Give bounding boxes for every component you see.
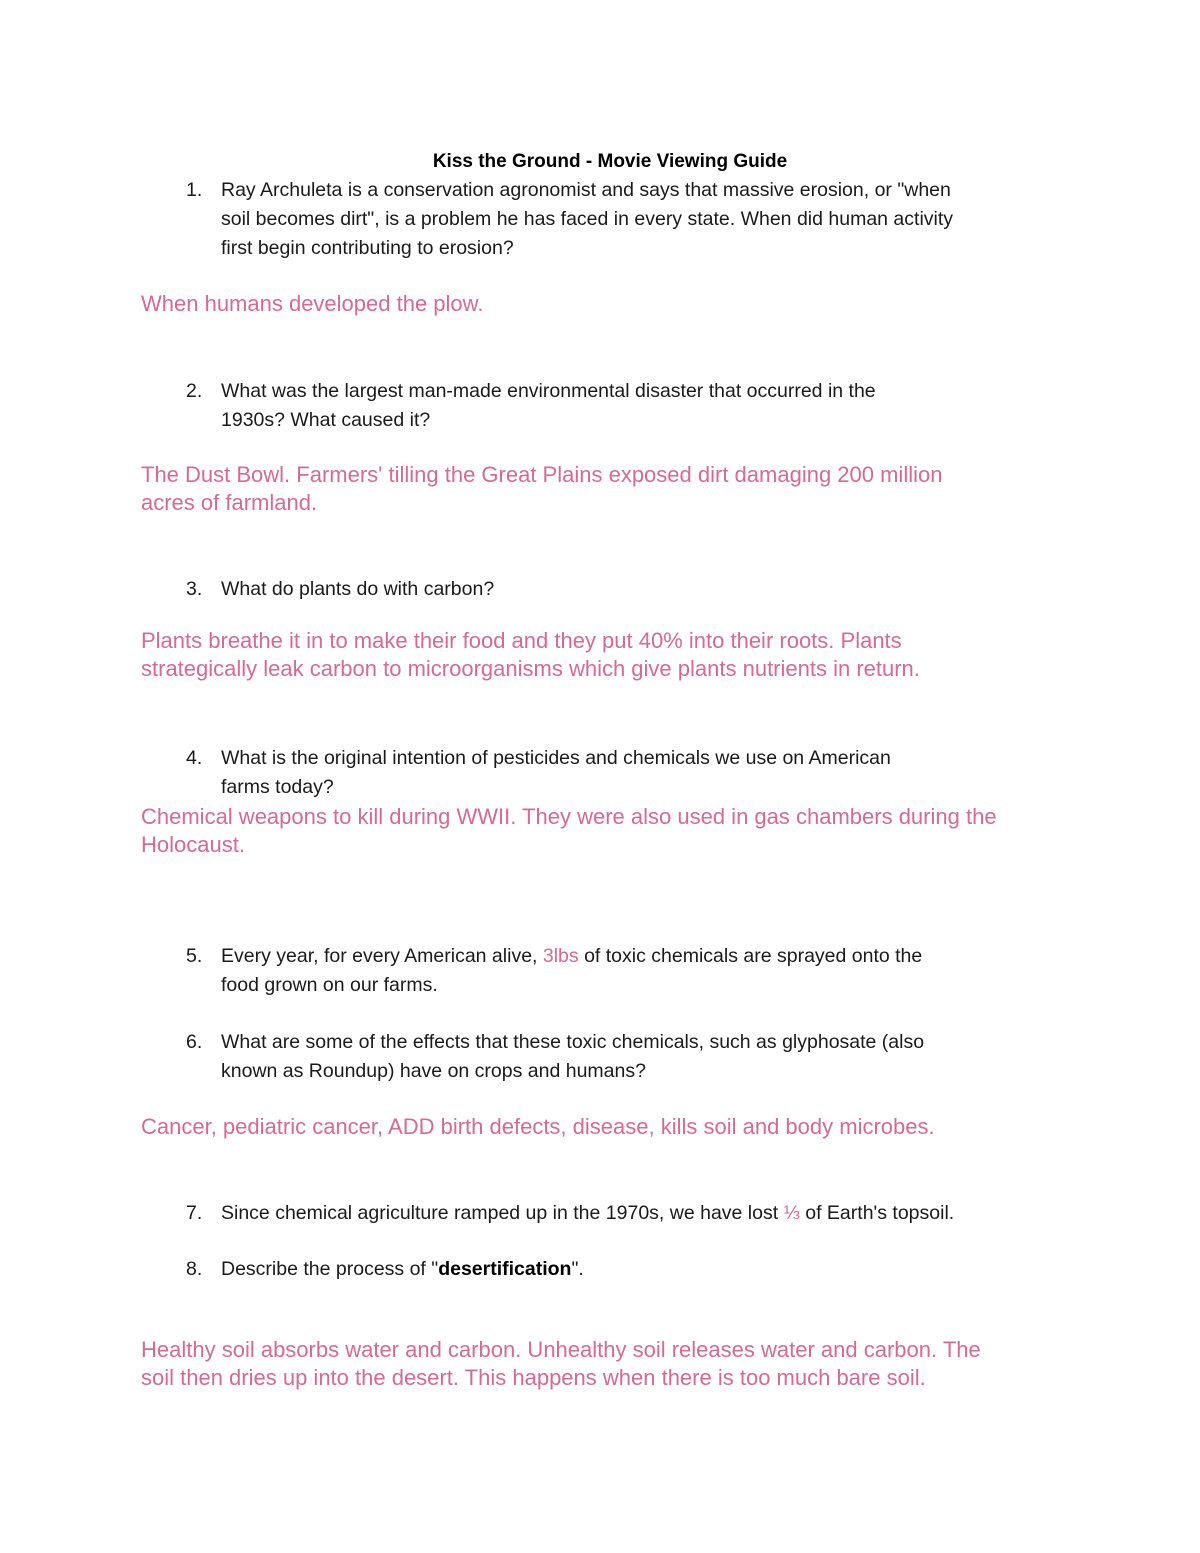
question-number: 5.: [186, 945, 203, 967]
question-text: Ray Archuleta is a conservation agronomist and says that massive erosion, or "when soil becomes dirt", is a problem he has faced in every state. When did human activity first begin contributing to erosion?: [221, 179, 954, 259]
question-number: 4.: [186, 747, 203, 769]
question-text: What is the original intention of pesticides and chemicals we use on American farms today?: [221, 747, 891, 798]
fill-in-answer: 3lbs: [542, 945, 579, 967]
question-text-after: of toxic chemicals are sprayed onto the: [578, 945, 923, 967]
answer-3: Plants breathe it in to make their food and they put 40% into their roots. Plants strategically leak carbon to microorganisms which give plants nutrients in return.: [141, 628, 920, 681]
question-number: 7.: [186, 1202, 203, 1224]
question-text: What are some of the effects that these toxic chemicals, such as glyphosate (also known as Roundup) have on crops and humans?: [221, 1031, 925, 1082]
question-text-after: ".: [571, 1258, 584, 1280]
question-number: 6.: [186, 1031, 203, 1053]
question-text: What was the largest man-made environmental disaster that occurred in the 1930s? What caused it?: [221, 380, 876, 431]
question-number: 8.: [186, 1258, 203, 1280]
question-text: [221, 1255, 1061, 1284]
question-text: [221, 942, 1061, 1000]
question-text-before: Since chemical agriculture ramped up in the 1970s, we have lost: [221, 1202, 784, 1224]
answer-8: Healthy soil absorbs water and carbon. Unhealthy soil releases water and carbon. The soil then dries up into the desert. This happens when there is too much bare soil.: [141, 1337, 981, 1390]
fill-in-answer: ⅓: [783, 1202, 800, 1224]
answer-6: Cancer, pediatric cancer, ADD birth defects, disease, kills soil and body microbes.: [141, 1114, 935, 1139]
question-text-after: of Earth's topsoil.: [799, 1202, 955, 1224]
question-text: [221, 1199, 1061, 1228]
answer-1: When humans developed the plow.: [141, 291, 484, 316]
document-title: Kiss the Ground - Movie Viewing Guide: [432, 151, 788, 172]
question-number: 3.: [186, 578, 203, 600]
question-text: What do plants do with carbon?: [221, 578, 495, 600]
answer-2: The Dust Bowl. Farmers' tilling the Great Plains exposed dirt damaging 200 million acres of farmland.: [141, 462, 943, 515]
question-text-line2: food grown on our farms.: [221, 974, 438, 996]
question-text-before: Every year, for every American alive,: [221, 945, 543, 967]
question-text-before: Describe the process of ": [221, 1258, 439, 1280]
bold-term: desertification: [438, 1258, 572, 1280]
question-number: 2.: [186, 380, 203, 402]
answer-4: Chemical weapons to kill during WWII. They were also used in gas chambers during the Holocaust.: [141, 804, 997, 857]
question-number: 1.: [186, 179, 203, 201]
